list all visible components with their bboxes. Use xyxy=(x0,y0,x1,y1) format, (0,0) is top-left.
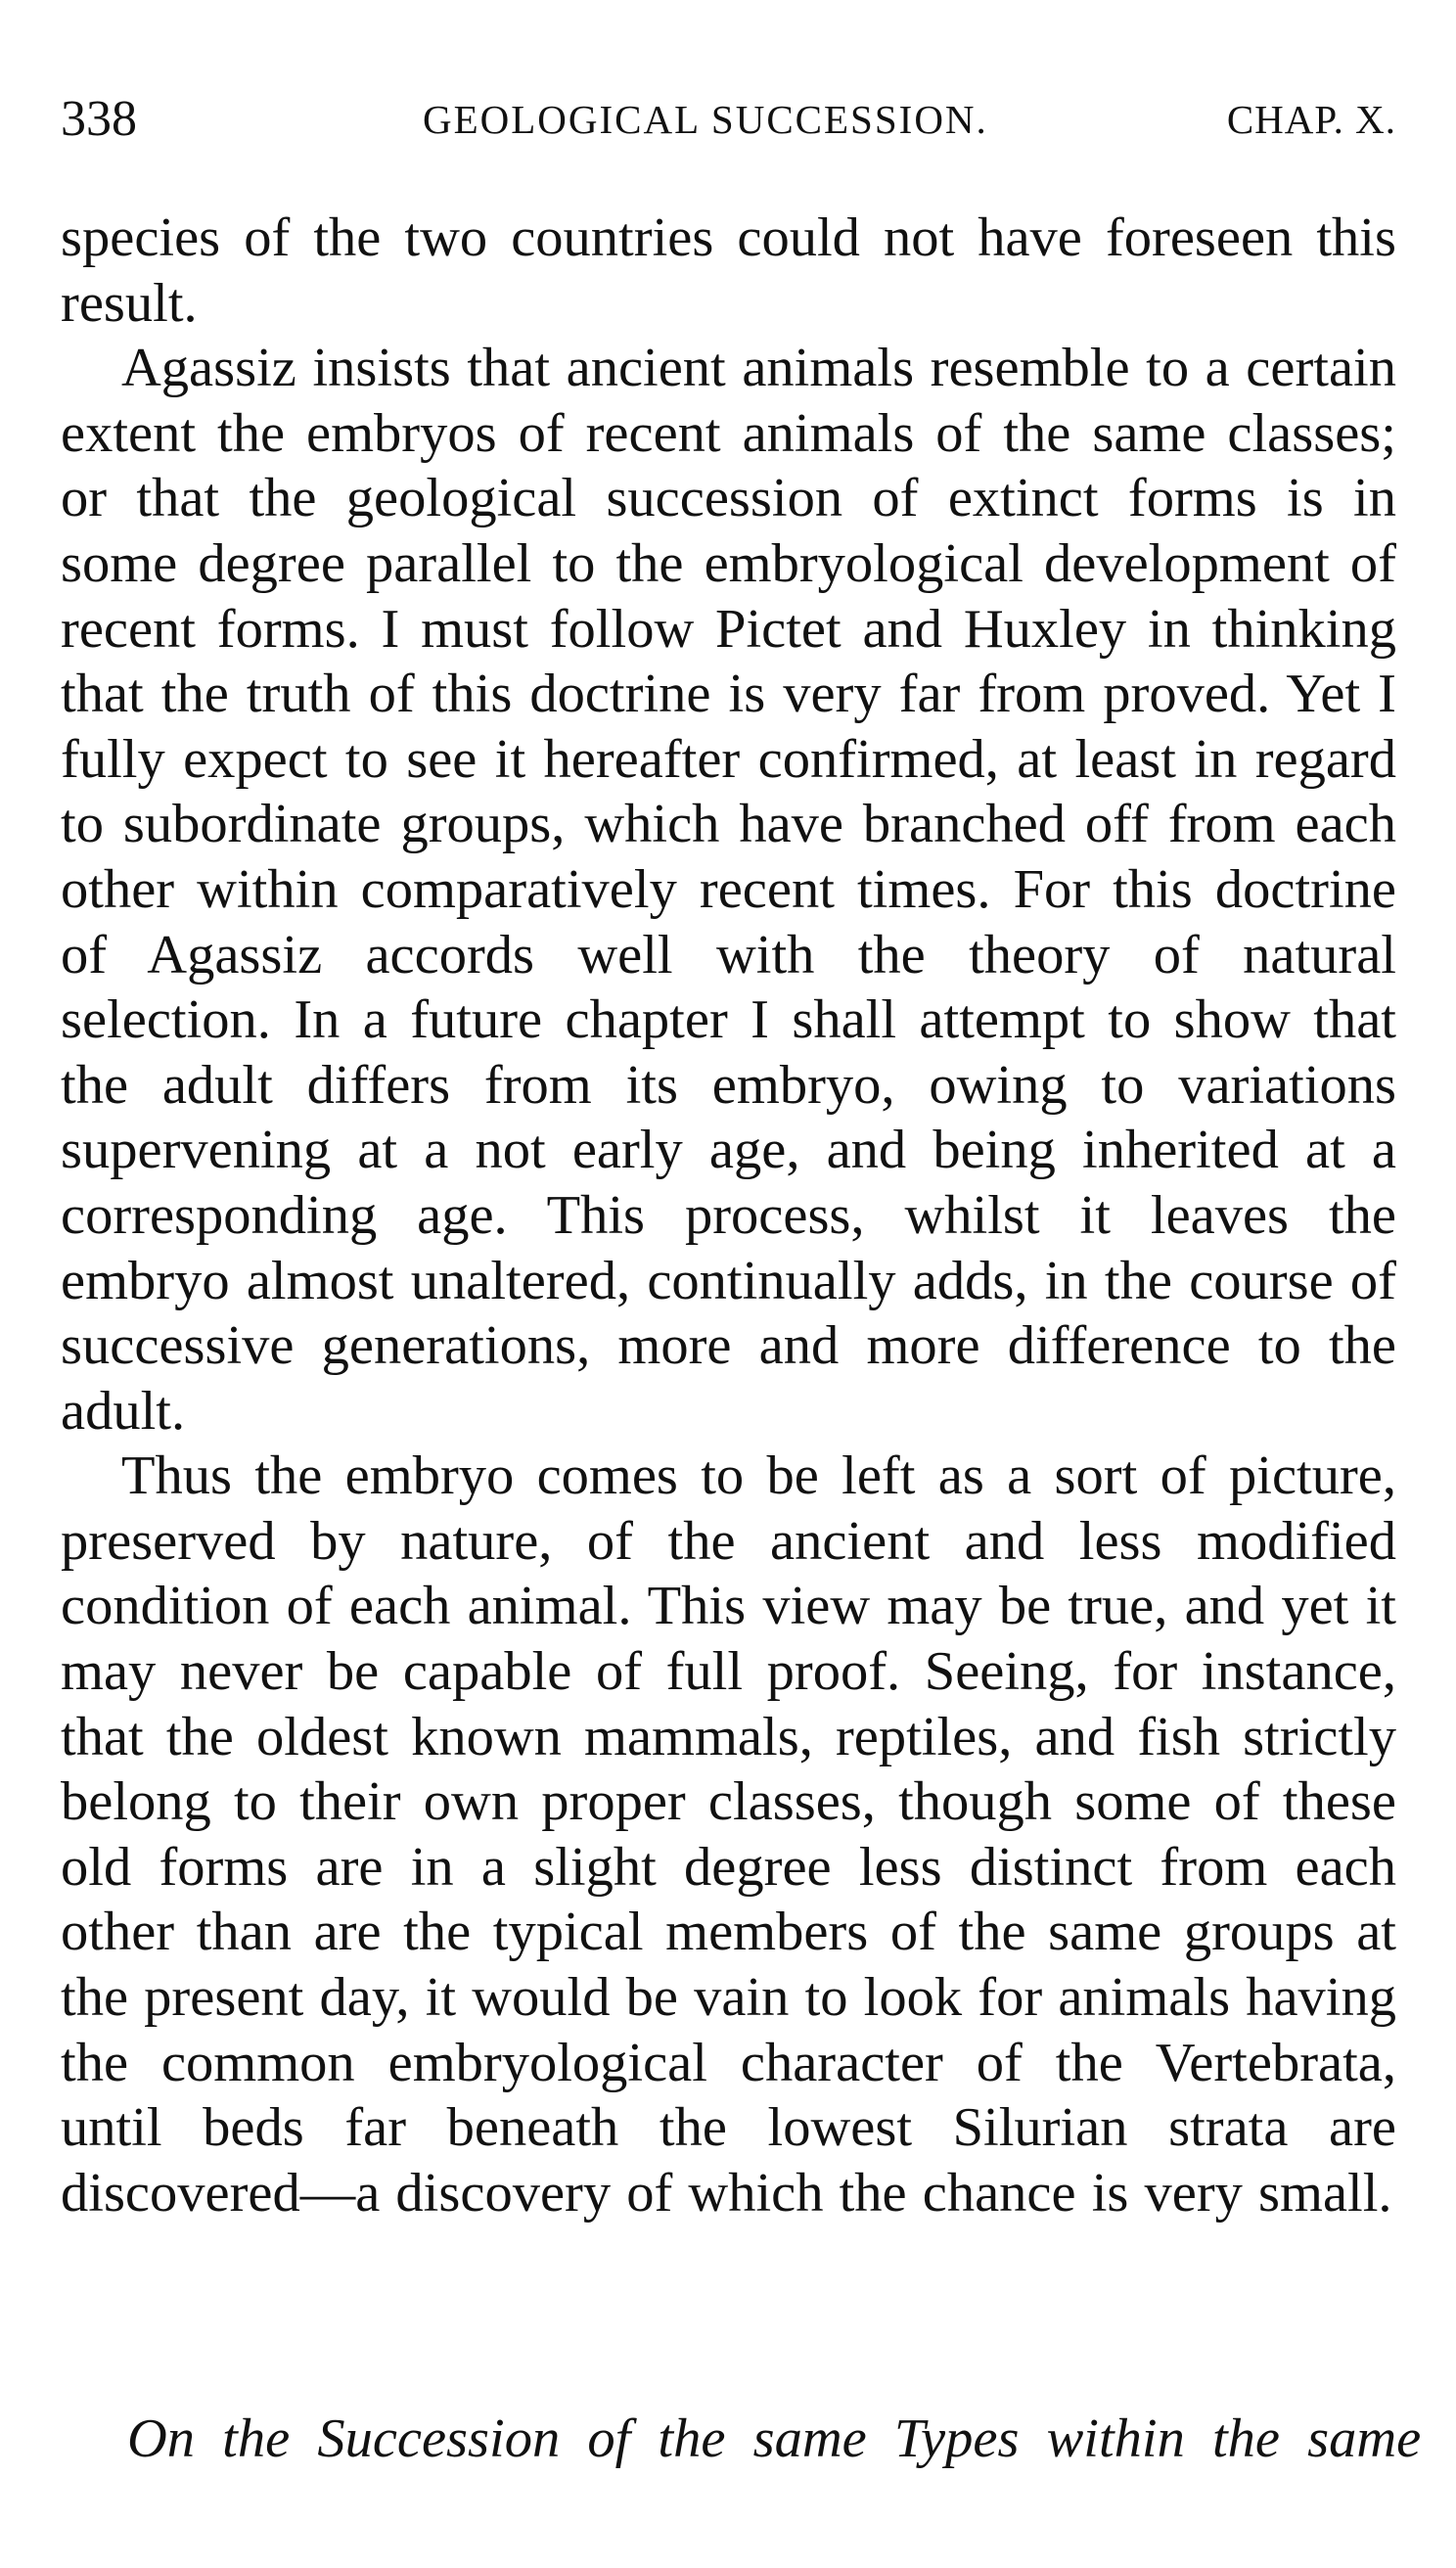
page-number: 338 xyxy=(61,91,137,147)
paragraph-agassiz: Agassiz insists that ancient animals resemble to a certain extent the embryos of recent animals of the same classes; or that the geological succession of extinct forms is in some degree parallel to the embryological development of recent forms. I must follow Pictet and Huxley in thinking that the truth of this doctrine is very far from proved. Yet I fully expect to see it hereafter confirmed, at least in regard to subordinate groups, which have branched off from each other within comparatively recent times. For this doctrine of Agassiz accords well with the theory of natural selection. In a future chapter I shall attempt to show that the adult differs from its embryo, owing to variations supervening at a not early age, and being inherited at a corresponding age. This process, whilst it leaves the embryo almost unaltered, continually adds, in the course of successive generations, more and more difference to the adult. xyxy=(61,338,1396,1442)
running-title: GEOLOGICAL SUCCESSION. xyxy=(423,97,988,142)
paragraph-embryo: Thus the embryo comes to be left as a sort of picture, preserved by nature, of the ancient and less modified condition of each animal. This view may be true, and yet it may never be capable of full proof. Seeing, for instance, that the oldest known mammals, reptiles, and fish strictly belong to their own proper classes, though some of these old forms are in a slight degree less distinct from each other than are the typical members of the same groups at the present day, it would be vain to look for animals having the common embryological character of the Vertebrata, until beds far beneath the lowest Silurian strata are discovered—a discovery of which the chance is very small. xyxy=(61,1445,1396,2224)
running-head xyxy=(61,90,1396,159)
body-text xyxy=(61,206,1396,2225)
chapter-label: CHAP. X. xyxy=(1226,97,1396,142)
paragraph-continuation: species of the two countries could not have foreseen this result. xyxy=(61,207,1396,334)
section-heading: On the Succession of the same Types within the same xyxy=(127,2408,1422,2469)
